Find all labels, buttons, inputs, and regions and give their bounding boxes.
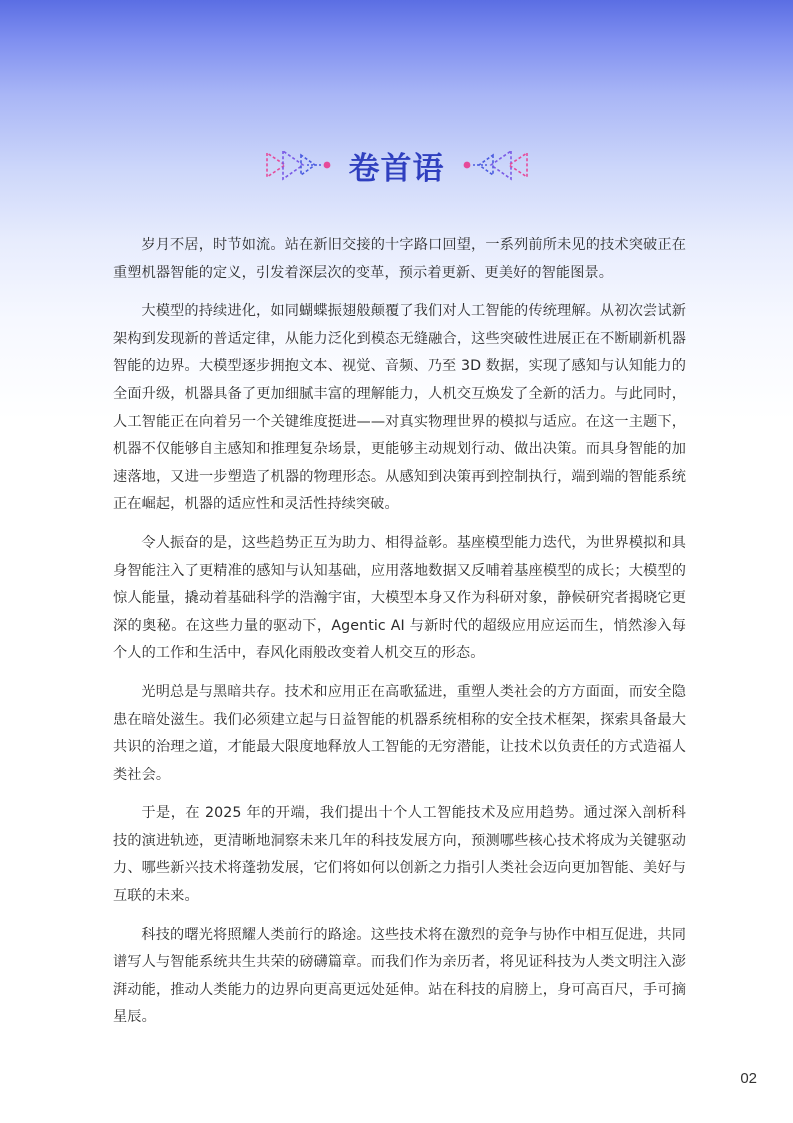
paragraph: 科技的曙光将照耀人类前行的路途。这些技术将在激烈的竞争与协作中相互促进，共同谱写人与智能系统共生共荣的磅礴篇章。而我们作为亲历者，将见证科技为人类文明注入澎湃动能，推动人类能力的边界向更高更远处延伸。站在科技的肩膀上，身可高百尺，手可摘星辰。 [113,926,686,1026]
page-header [0,140,793,190]
triangle-ornament-right-icon [459,145,531,185]
paragraph: 令人振奋的是，这些趋势正互为助力、相得益彰。基座模型能力迭代，为世界模拟和具身智能注入了更精准的感知与认知基础，应用落地数据又反哺着基座模型的成长；大模型的惊人能量，撬动着基础科学的浩瀚宇宙，大模型本身又作为科研对象，静候研究者揭晓它更深的奥秘。在这些力量的驱动下，Agentic AI 与新时代的超级应用应运而生，悄然渗入每个人的工作和生活中，春风化雨般改变着人机交互的形态。 [113,534,686,662]
paragraph: 于是，在 2025 年的开端，我们提出十个人工智能技术及应用趋势。通过深入剖析科技的演进轨迹，更清晰地洞察未来几年的科技发展方向，预测哪些核心技术将成为关键驱动力、哪些新兴技术将蓬勃发展，它们将如何以创新之力指引人类社会迈向更加智能、美好与互联的未来。 [113,805,686,905]
paragraph: 光明总是与黑暗共存。技术和应用正在高歌猛进，重塑人类社会的方方面面，而安全隐患在暗处滋生。我们必须建立起与日益智能的机器系统相称的安全技术框架，探索具备最大共识的治理之道，才能最大限度地释放人工智能的无穷潜能，让技术以负责任的方式造福人类社会。 [113,683,686,783]
paragraph: 岁月不居，时节如流。站在新旧交接的十字路口回望，一系列前所未见的技术突破正在重塑机器智能的定义，引发着深层次的变革，预示着更新、更美好的智能图景。 [113,237,686,281]
paragraph: 大模型的持续进化，如同蝴蝶振翅般颠覆了我们对人工智能的传统理解。从初次尝试新架构到发现新的普适定律，从能力泛化到模态无缝融合，这些突破性进展正在不断刷新机器智能的边界。大模型逐步拥抱文本、视觉、音频、乃至 3D 数据，实现了感知与认知能力的全面升级，机器具备了更加细腻丰富的理解能力，人机交互焕发了全新的活力。与此同时，人工智能正在向着另一个关键维度挺进——对真实物理世界的模拟与适应。在这一主题下，机器不仅能够自主感知和推理复杂场景，更能够主动规划行动、做出决策。而具身智能的加速落地，又进一步塑造了机器的物理形态。从感知到决策再到控制执行，端到端的智能系统正在崛起，机器的适应性和灵活性持续突破。 [113,303,686,513]
preface-body [113,232,686,1043]
page-number: 02 [740,1070,757,1087]
page-title: 卷首语 [348,150,445,187]
triangle-ornament-left-icon [263,145,335,185]
